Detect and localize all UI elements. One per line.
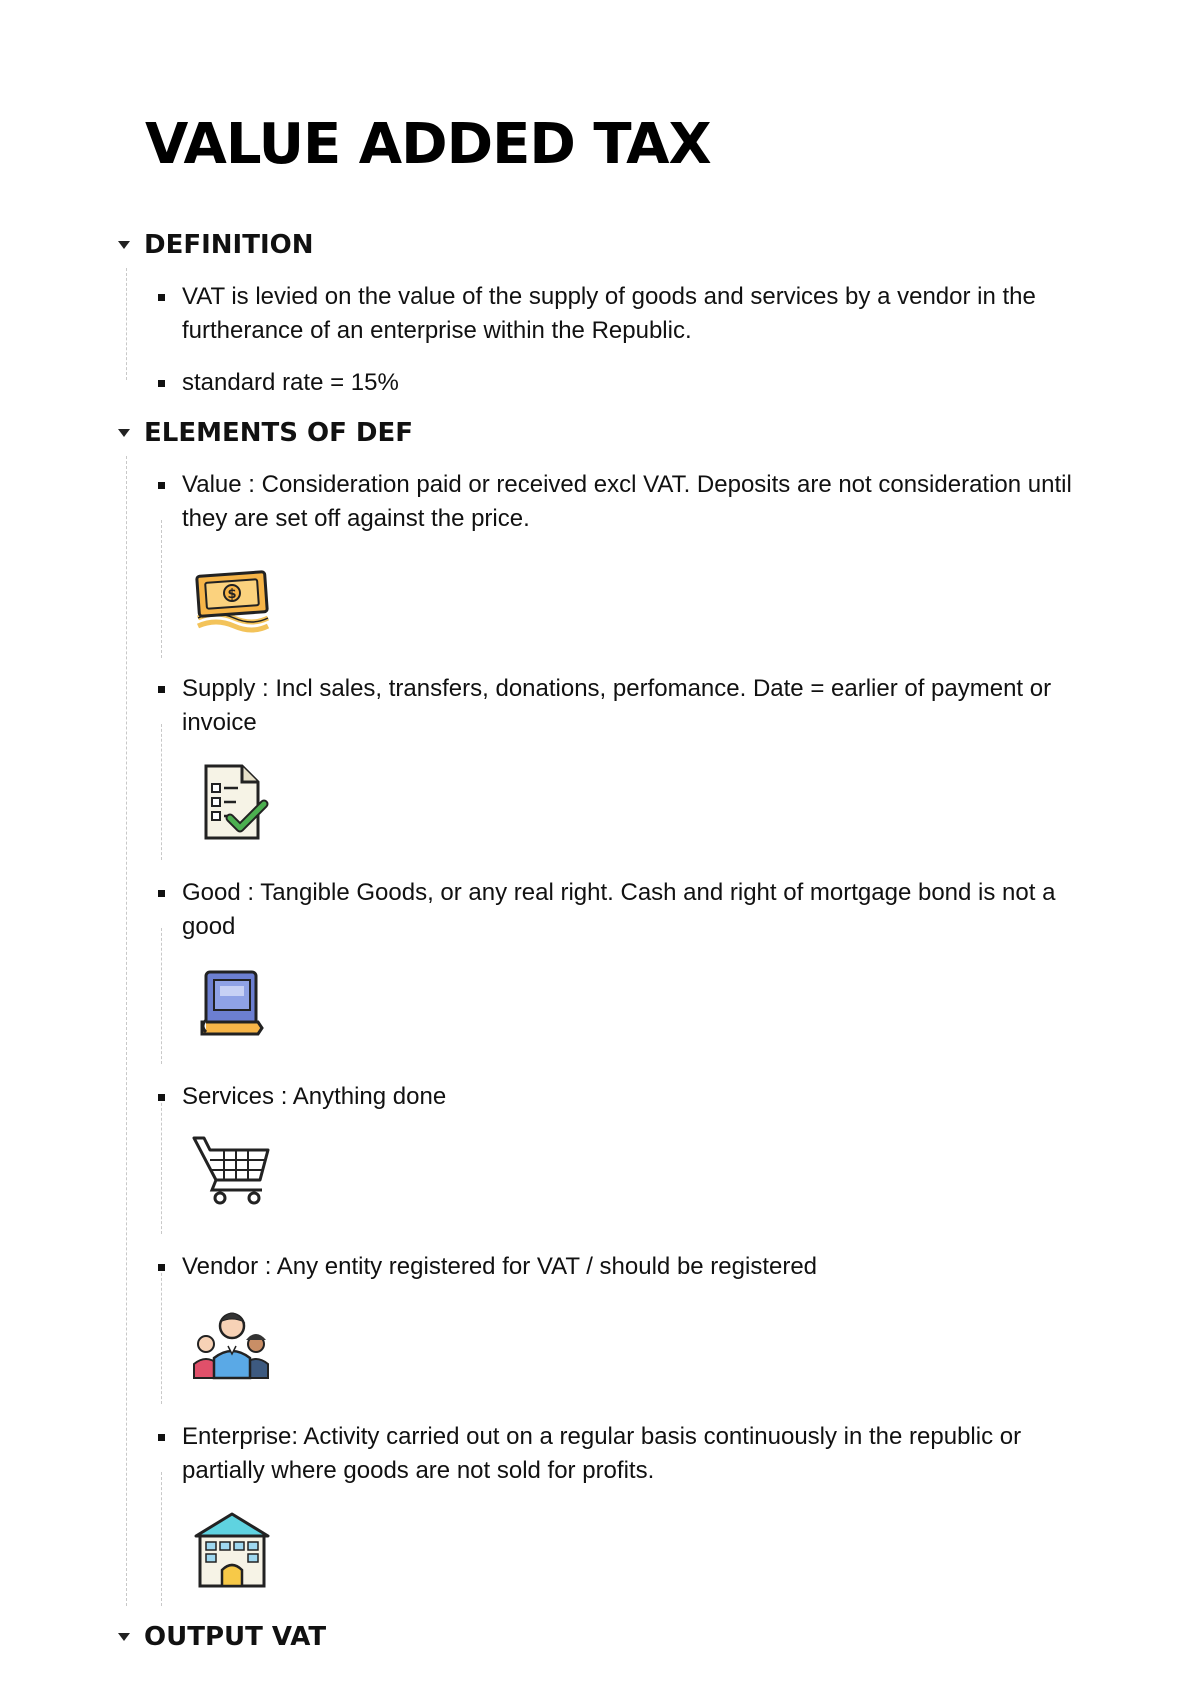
item-guide-line	[161, 928, 162, 1064]
list-item-text: Supply : Incl sales, transfers, donations, perfomance. Date = earlier of payment or invoice	[182, 675, 1052, 736]
bullet-icon	[158, 380, 165, 387]
building-icon	[192, 1510, 272, 1590]
collapse-caret-icon[interactable]	[118, 241, 130, 249]
page-title: VALUE ADDED TAX	[145, 112, 711, 177]
bullet-icon	[158, 294, 165, 301]
section-guide-line	[126, 456, 127, 1606]
list-item-vendor	[158, 1250, 1078, 1284]
list-item-supply	[158, 672, 1078, 740]
section-elements-heading[interactable]	[118, 418, 413, 448]
item-guide-line	[161, 1098, 162, 1234]
list-item-text: Vendor : Any entity registered for VAT / should be registered	[182, 1253, 818, 1280]
checklist-document-icon	[192, 762, 272, 842]
list-item-good	[158, 876, 1078, 944]
shopping-cart-icon	[192, 1130, 272, 1210]
collapse-caret-icon[interactable]	[118, 429, 130, 437]
bullet-icon	[158, 1434, 165, 1441]
list-item	[158, 280, 1078, 348]
book-icon	[192, 966, 272, 1046]
bullet-icon	[158, 1264, 165, 1271]
item-guide-line	[161, 1268, 162, 1404]
section-guide-line	[126, 268, 127, 380]
svg-text:$: $	[227, 587, 237, 602]
people-group-icon	[192, 1300, 272, 1380]
section-heading-label: DEFINITION	[144, 230, 314, 260]
bullet-icon	[158, 1094, 165, 1101]
item-guide-line	[161, 724, 162, 860]
section-output-vat-heading[interactable]	[118, 1622, 326, 1652]
list-item-services	[158, 1080, 1078, 1114]
section-definition-heading[interactable]	[118, 230, 313, 260]
section-heading-label: OUTPUT VAT	[144, 1622, 327, 1652]
bullet-icon	[158, 686, 165, 693]
item-guide-line	[161, 520, 162, 658]
bullet-icon	[158, 890, 165, 897]
list-item-value	[158, 468, 1078, 536]
bullet-icon	[158, 482, 165, 489]
item-guide-line	[161, 1472, 162, 1606]
list-item-text: VAT is levied on the value of the supply of goods and services by a vendor in the furtherance of an enterprise within the Republic.	[182, 283, 1036, 344]
list-item-text: Value : Consideration paid or received excl VAT. Deposits are not consideration until they are set off against the price.	[182, 471, 1072, 532]
list-item-text: Enterprise: Activity carried out on a regular basis continuously in the republic or partially where goods are not sold for profits.	[182, 1423, 1022, 1484]
collapse-caret-icon[interactable]	[118, 1633, 130, 1641]
list-item-text: Services : Anything done	[182, 1083, 447, 1110]
list-item	[158, 366, 1078, 400]
list-item-text: Good : Tangible Goods, or any real right. Cash and right of mortgage bond is not a good	[182, 879, 1056, 940]
money-bill-icon	[192, 560, 272, 640]
section-heading-label: ELEMENTS OF DEF	[144, 418, 414, 448]
list-item-enterprise	[158, 1420, 1078, 1488]
list-item-text: standard rate = 15%	[182, 369, 399, 396]
